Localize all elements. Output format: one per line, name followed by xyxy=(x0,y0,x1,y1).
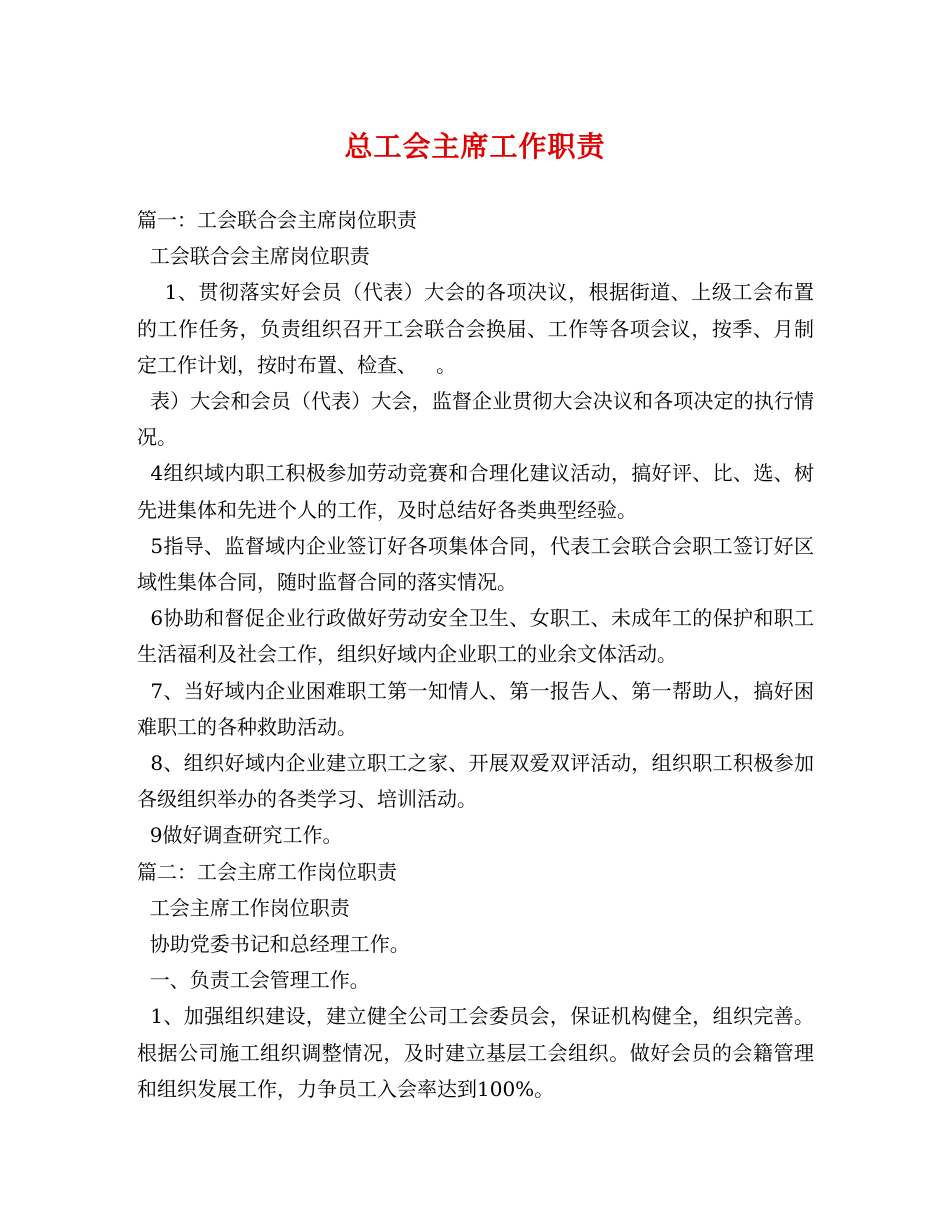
section-subtitle-2: 工会主席工作岗位职责 xyxy=(137,895,350,920)
section-heading-1: 篇一：工会联合会主席岗位职责 xyxy=(137,208,417,232)
paragraph-duty-1: 1、贯彻落实好会员（代表）大会的各项决议，根据街道、上级工会布置的工作任务，负责组织召开工会联合会换届、工作等各项会议，按季、月制定工作计划，按时布置、检查、 。 xyxy=(137,280,814,377)
paragraph-assist: 协助党委书记和总经理工作。 xyxy=(137,932,410,957)
paragraph-section-one: 一、负责工会管理工作。 xyxy=(137,968,370,993)
paragraph-duty-4: 4组织域内职工积极参加劳动竞赛和合理化建议活动，搞好评、比、选、树先进集体和先进个人的工作，及时总结好各类典型经验。 xyxy=(137,461,814,522)
paragraph-duty-9: 9做好调查研究工作。 xyxy=(137,823,343,848)
document-body xyxy=(137,202,814,1107)
paragraph-duty-5: 5指导、监督域内企业签订好各项集体合同，代表工会联合会职工签订好区域性集体合同，随时监督合同的落实情况。 xyxy=(137,533,814,595)
document-title: 总工会主席工作职责 xyxy=(344,130,606,163)
paragraph-duty-2-3: 表）大会和会员（代表）大会，监督企业贯彻大会决议和各项决定的执行情况。 xyxy=(137,389,814,450)
section-heading-2: 篇二：工会主席工作岗位职责 xyxy=(137,859,397,884)
paragraph-duty-6: 6协助和督促企业行政做好劳动安全卫生、女职工、未成年工的保护和职工生活福利及社会工作，组织好域内企业职工的业余文体活动。 xyxy=(137,606,814,667)
section-subtitle-1: 工会联合会主席岗位职责 xyxy=(137,244,370,269)
paragraph-organization: 1、加强组织建设，建立健全公司工会委员会，保证机构健全，组织完善。根据公司施工组织调整情况，及时建立基层工会组织。做好会员的会籍管理和组织发展工作，力争员工入会率达到100%。 xyxy=(137,1004,814,1101)
paragraph-duty-8: 8、组织好域内企业建立职工之家、开展双爱双评活动，组织职工积极参加各级组织举办的各类学习、培训活动。 xyxy=(137,751,814,812)
paragraph-duty-7: 7、当好域内企业困难职工第一知情人、第一报告人、第一帮助人，搞好困难职工的各种救助活动。 xyxy=(137,678,814,739)
